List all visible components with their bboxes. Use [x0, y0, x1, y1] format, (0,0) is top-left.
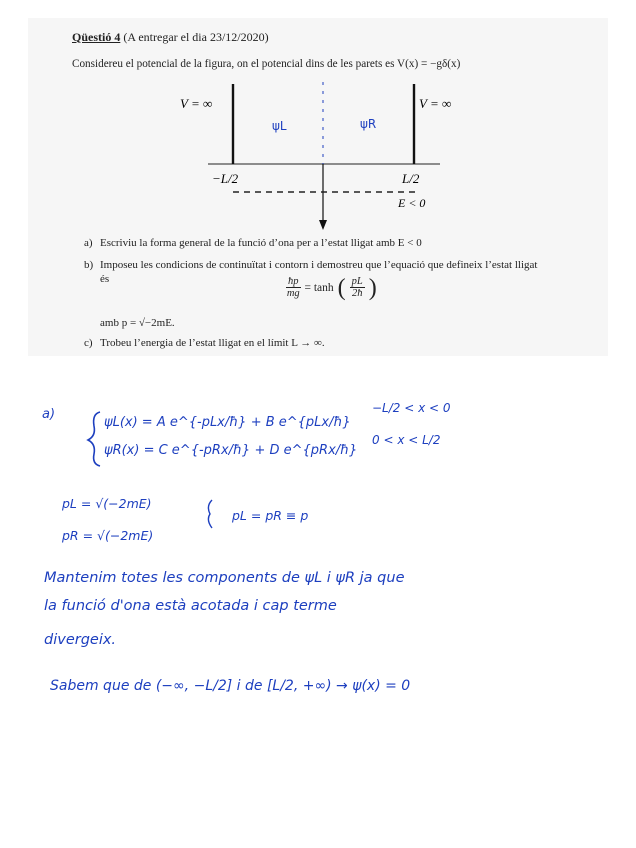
item-b-text2: és: [100, 273, 110, 285]
item-b-label: b): [84, 259, 94, 271]
hw-small-brace: [208, 500, 212, 528]
wall-right-label: V = ∞: [419, 96, 452, 111]
hw-eq1-domain: −L/2 < x < 0: [372, 401, 451, 415]
item-b-text: Imposeu les condicions de continuïtat i contorn i demostreu que l’equació que defineix l’estat lligat: [100, 259, 538, 271]
hw-pl: pL = √(−2mE): [62, 496, 152, 511]
amb-text: amb p = √−2mE.: [100, 317, 175, 329]
formula-rhs-num: pL: [351, 276, 363, 287]
item-c-label: c): [84, 337, 93, 349]
formula-eq: = tanh: [304, 281, 334, 294]
hw-pequal: pL = pR ≡ p: [232, 508, 309, 523]
question-number: Qüestió 4: [72, 30, 121, 44]
hw-eq2-domain: 0 < x < L/2: [372, 433, 441, 447]
hw-text3: divergeix.: [44, 632, 117, 648]
item-c-text: Trobeu l’energia de l’estat lligat en el límit L → ∞.: [100, 337, 325, 349]
hw-a-label: a): [42, 407, 56, 422]
formula-rhs-den: 2ħ: [351, 288, 363, 299]
item-a-text: Escriviu la forma general de la funció d’ona per a l’estat lligat amb E < 0: [100, 237, 422, 249]
hw-brace: [88, 412, 100, 466]
psi-left-label: ψL: [272, 119, 287, 133]
hw-text1: Mantenim totes les components de ψL i ψR ja que: [44, 570, 405, 586]
energy-label: E < 0: [398, 196, 426, 210]
formula-paren-close: ): [368, 274, 377, 301]
psi-right-label: ψR: [360, 117, 377, 131]
item-a-label: a): [84, 237, 93, 249]
hw-eq2: ψR(x) = C e^{-pRx/ħ} + D e^{pRx/ħ}: [104, 443, 358, 458]
x-right-label: L/2: [402, 171, 420, 186]
formula-paren-open: (: [337, 274, 346, 301]
x-left-label: −L/2: [212, 171, 239, 186]
hw-text4: Sabem que de (−∞, −L/2] i de [L/2, +∞) → ψ(x) = 0: [50, 678, 411, 694]
formula-lhs-den: mg: [286, 288, 300, 299]
question-intro: Considereu el potencial de la figura, on el potencial dins de les parets es V(x) = −gδ(x): [72, 58, 461, 70]
hw-pr: pR = √(−2mE): [62, 528, 154, 543]
wall-left-label: V = ∞: [180, 96, 213, 111]
hw-text2: la funció d'ona està acotada i cap terme: [44, 598, 337, 614]
question-deadline: (A entregar el dia 23/12/2020): [123, 30, 269, 44]
hw-eq1: ψL(x) = A e^{-pLx/ħ} + B e^{pLx/ħ}: [104, 415, 351, 430]
formula-lhs-num: ħp: [288, 276, 299, 287]
